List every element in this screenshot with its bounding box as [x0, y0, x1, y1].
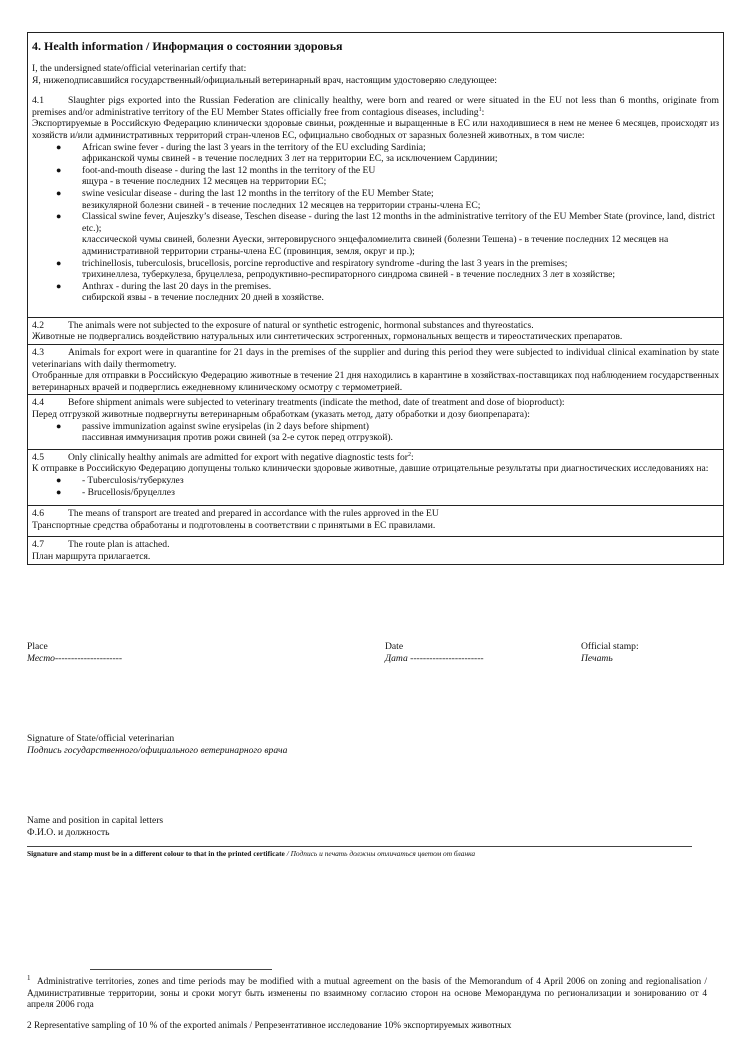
bullet-icon: ●: [56, 257, 62, 268]
signature-label: Signature of State/official veterinarian: [27, 733, 175, 744]
stamp-field: [581, 641, 639, 664]
signature-label-ru: Подпись государственного/официального ветеринарного врача: [27, 744, 288, 756]
clause-number: 4.4: [32, 397, 44, 409]
date-label-ru: Дата -----------------------: [385, 652, 484, 664]
place-label-ru: Место---------------------: [27, 652, 123, 664]
bullet-icon: ●: [56, 420, 62, 431]
date-field: [385, 641, 484, 664]
test-list: [32, 475, 719, 498]
clause-number: 4.3: [32, 347, 44, 359]
clause-4-6: 4.6 The means of transport are treated and prepared in accordance with the rules approved in the EU Транспортные средства обработаны и подготовлены в соответствии с принятыми в ЕС правилами.: [28, 506, 723, 537]
intro-en: I, the undersigned state/official veterinarian certify that:: [32, 63, 247, 74]
place-label: Place: [27, 641, 48, 652]
list-item: ● trichinellosis, tuberculosis, brucellosis, porcine reproductive and respiratory syndrome -during the last 3 years in the premises; трихинеллеза, туберкулеза, бруцеллеза, репродуктивно-респираторного синдрома свиней - в течение последних 3 лет в хозяйстве;: [56, 257, 616, 281]
clause-4-3: 4.3 Animals for export were in quarantine for 21 days in the premises of the supplier and during this period they were subjected to individual clinical examination by state veterinarians with daily thermometry. Отобранные для отправки в Российскую Федерацию животные в течение 21 дня находились в карантине в хозяйствах-поставщиках под наблюдением государственных ветеринарных врачей и подверглись ежедневному клиническому осмотру с термометрией.: [28, 345, 723, 395]
stamp-label-ru: Печать: [581, 652, 613, 664]
clause-number: 4.5: [32, 451, 44, 463]
section-title: 4. Health information / Информация о состоянии здоровья: [32, 39, 343, 53]
footnote-number: 1: [27, 973, 31, 982]
name-position-field: [27, 815, 163, 838]
bullet-icon: ●: [56, 164, 62, 175]
clause-4-4: 4.4 Before shipment animals were subjected to veterinary treatments (indicate the method, date of treatment and dose of bioproduct): Перед отгрузкой животные подвергнуты ветеринарным обработкам (указать метод, дату обработки и дозу биопрепарата): ● passive immunization against swine erysipelas (in 2 days before shipment) пассивная иммунизация против рожи свиней (за 2-е суток перед отгрузкой).: [28, 395, 723, 449]
clause-4-7: 4.7 The route plan is attached. План маршрута прилагается.: [32, 539, 170, 562]
health-info-table: [27, 32, 724, 565]
footnote-ref: 2: [407, 451, 411, 458]
footnote-ref: 1: [478, 106, 482, 113]
list-item: ● - Brucellosis/бруцеллез: [56, 486, 175, 498]
bullet-icon: ●: [56, 187, 62, 198]
clause-4-1-en: 4.1 Slaughter pigs exported into the Russian Federation are clinically healthy, were born and reared or were situated in the EU not less than 6 months, originate from premises and/or administrative territory of the EU Member States officially free from contagious diseases, including$^1$:: [32, 95, 719, 118]
bullet-icon: ●: [56, 280, 62, 291]
signature-field: [27, 733, 287, 756]
section-header: [28, 33, 723, 318]
list-item: ● African swine fever - during the last 3 years in the territory of the EU excluding Sardinia; африканской чумы свиней - в течение последних 3 лет на территории ЕС, за исключением Сардинии;: [56, 141, 498, 165]
list-item: ● Anthrax - during the last 20 days in the premises. сибирской язвы - в течение последних 20 дней в хозяйстве.: [56, 280, 324, 304]
clause-number: 4.1: [32, 95, 44, 107]
name-label: Name and position in capital letters: [27, 815, 164, 826]
disease-list: [32, 142, 719, 304]
bullet-icon: ●: [56, 141, 62, 152]
name-label-ru: Ф.И.О. и должность: [27, 826, 110, 838]
divider: [27, 846, 692, 847]
clause-number: 4.2: [32, 319, 44, 331]
list-item: ● swine vesicular disease - during the last 12 months in the territory of the EU Member State; везикулярной болезни свиней - в течение последних 12 месяцев на территории страны-члена ЕС;: [56, 187, 481, 211]
clause-4-1-ru: Экспортируемые в Российскую Федерацию клинически здоровые свиньи, рожденные и выращенные в ЕС или находившиеся в нем не менее 6 месяцев, происходят из хозяйств и/или административных территорий стран-членов ЕС, официально свободных от заразных болезней животных, в том числе:: [32, 118, 719, 141]
list-item: ● - Tuberculosis/туберкулез: [56, 475, 184, 486]
list-item: ● Classical swine fever, Aujeszky’s disease, Teschen disease - during the last 12 months in the administrative territory of the EU Member State (province, land, district etc.); классической чумы свиней, болезни Ауески, энтеровирусного энцефаломиелита свиней (болезни Тешена) - в течение последних 12 месяцев на административной территории страны-члена ЕС (провинция, земля, округ и пр.);: [56, 211, 715, 257]
footnote-divider: [90, 969, 272, 970]
list-item: ● foot-and-mouth disease - during the last 12 months in the territory of the EU ящура - в течение последних 12 месяцев на территории ЕС;: [56, 164, 376, 188]
footnote-2: 2 Representative sampling of 10 % of the exported animals / Репрезентативное исследование 10% экспортируемых животных: [27, 1021, 512, 1031]
intro-ru: Я, нижеподписавшийся государственный/официальный ветеринарный врач, настоящим удостоверяю следующее:: [32, 74, 497, 86]
bullet-icon: ●: [56, 486, 62, 497]
place-field: [27, 641, 122, 664]
treatment-list: [32, 421, 719, 444]
footnote-1: $^1$ Administrative territories, zones and time periods may be modified with a mutual agreement on the basis of the Memorandum of 4 April 2006 on zoning and regionalisation / Административные территории, зоны и сроки могут быть изменены по взаимному согласию сторон на основе Меморандума по регионализации и зонированию от 4 апреля 2006 года: [27, 973, 707, 1010]
colour-note: Signature and stamp must be in a different colour to that in the printed certificate / Подпись и печать должны отличаться цветом от бланка: [27, 849, 476, 858]
stamp-label: Official stamp:: [581, 641, 639, 652]
clause-4-5: 4.5 Only clinically healthy animals are admitted for export with negative diagnostic tests for$^2$: К отправке в Российскую Федерацию допущены только клинически здоровые животные, давшие отрицательные результаты при диагностических исследованиях на: ● - Tuberculosis/туберкулез ● - Brucellosis/бруцеллез: [28, 450, 723, 506]
date-label: Date: [385, 641, 404, 652]
bullet-icon: ●: [56, 475, 62, 485]
list-item: ● passive immunization against swine erysipelas (in 2 days before shipment) пассивная иммунизация против рожи свиней (за 2-е суток перед отгрузкой).: [56, 420, 393, 444]
clause-4-2: 4.2 The animals were not subjected to the exposure of natural or synthetic estrogenic, hormonal substances and thyreostatics. Животные не подвергались воздействию натуральных или синтетических эстрогенных, гормональных веществ и тиреостатических препаратов.: [28, 318, 723, 345]
clause-number: 4.7: [32, 539, 44, 551]
bullet-icon: ●: [56, 211, 62, 222]
clause-number: 4.6: [32, 508, 44, 520]
